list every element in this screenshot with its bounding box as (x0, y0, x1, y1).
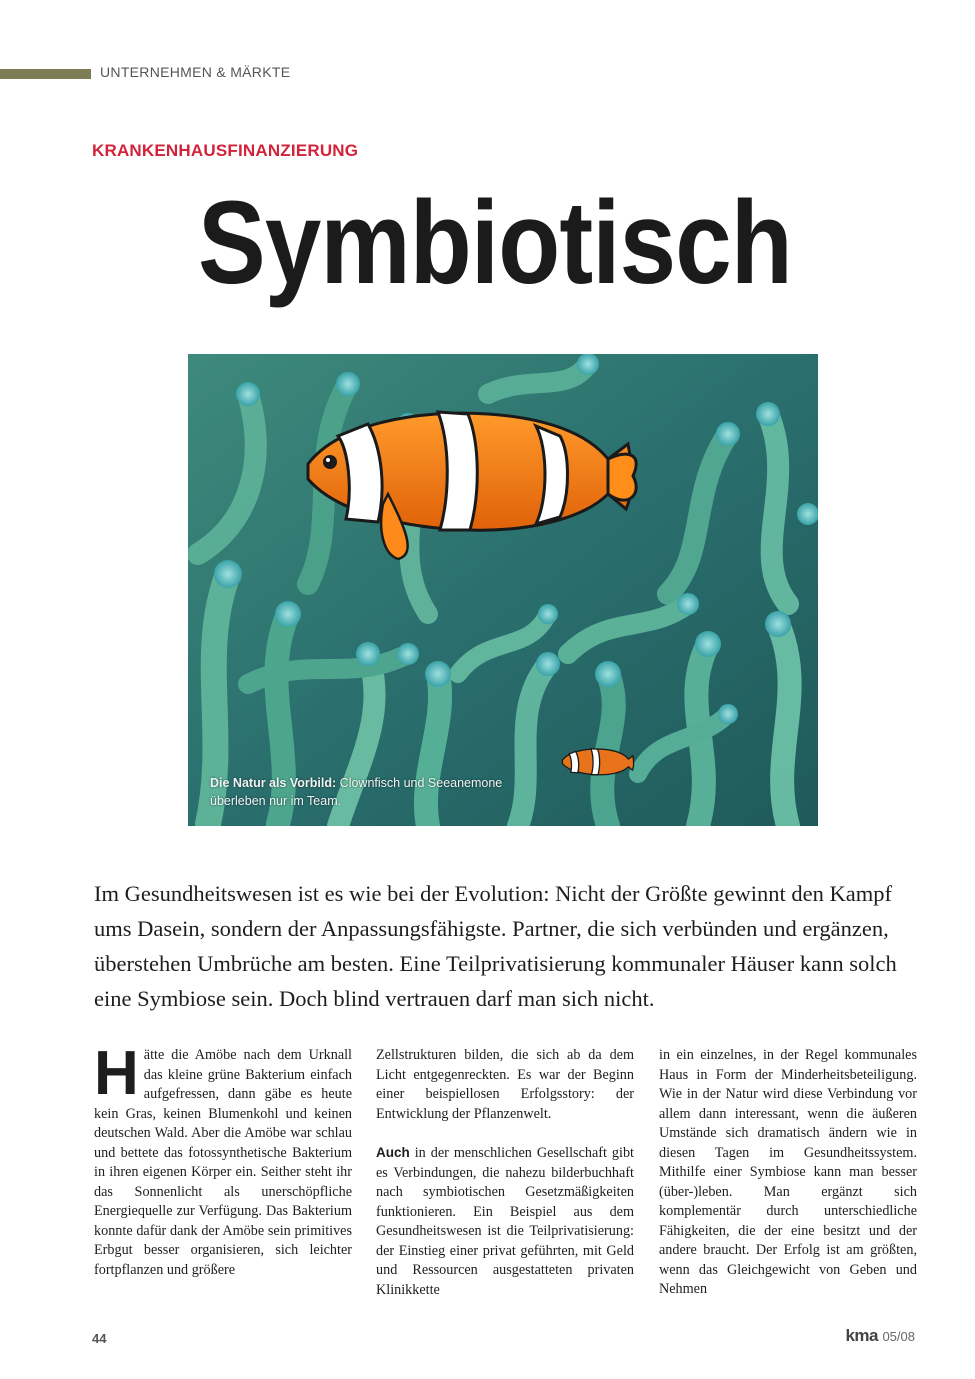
page-number: 44 (92, 1331, 107, 1346)
article-kicker: KRANKENHAUSFINANZIERUNG (92, 141, 359, 160)
section-accent-bar (0, 69, 91, 79)
body-text: in der menschlichen Gesellschaft gibt es Verbindungen, die nahezu bilderbuchhaft nach symbiotischen Gesetzmäßigkeiten funktionieren. Ein Beispiel aus dem Gesundheitswesen ist die Teilprivatisierung: der Einstieg einer privat geführten, mit Geld und Ressourcen ausgestatteten privaten Klinikkette (376, 1145, 634, 1298)
body-column-2 (376, 1046, 634, 1300)
section-label: UNTERNEHMEN & MÄRKTE (100, 64, 291, 80)
magazine-logo: kma (845, 1326, 878, 1345)
article-lead: Im Gesundheitswesen ist es wie bei der Evolution: Nicht der Größte gewinnt den Kampf ums Dasein, sondern der Anpassungsfähigste. Partner, die sich verbünden und ergänzen, überstehen Umbrüche am besten. Eine Teilprivatisierung kommunaler Häuser kann solch eine Symbiose sein. Doch blind vertrauen darf man sich nicht. (94, 881, 897, 1011)
clownfish-anemone-image (188, 354, 818, 826)
photo-caption (210, 774, 510, 810)
paragraph-lead-in: Auch (376, 1145, 410, 1160)
issue-number: 05/08 (882, 1329, 915, 1344)
body-paragraph (376, 1143, 634, 1300)
body-text: ätte die Amöbe nach dem Urknall das kleine grüne Bakterium einfach aufgefressen, dann gäbe es heute kein Gras, keinen Blumenkohl und keinen deutschen Wald. Aber die Amöbe war schlau und bettete das fotossynthetische Bakterium in ihren eigenen Körper ein. Seither steht ihr das Sonnenlicht als unerschöpfliche Energiequelle zur Verfügung. Das Bakterium konnte dafür dank der Amöbe sein primitives Erbgut besser organisieren, sich leichter fortpflanzen und größere (94, 1047, 352, 1278)
article-headline: Symbiotisch (198, 177, 792, 309)
body-paragraph: Zellstrukturen bilden, die sich ab da dem Licht entgegenreckten. Es war der Beginn einer beispiellosen Erfolgsstory: der Entwicklung der Pflanzenwelt. (376, 1047, 634, 1122)
article-photo (188, 354, 818, 826)
drop-cap: H (94, 1039, 139, 1108)
body-column-1 (94, 1039, 352, 1280)
body-column-3: in ein einzelnes, in der Regel kommunales Haus in Form der Minderheitsbeteiligung. Wie in der Natur wird diese Verbindung vor allem dann interessant, wenn die äußeren Umstände sich dramatisch ändern wie in diesen Tagen im Gesundheitssystem. Mithilfe einer Symbiose kann man besser (über-)leben. Man ergänzt sich komplementär durch unterschiedliche Fähigkeiten, die der eine besitzt und der andere braucht. Der Erfolg ist am größten, wenn das Gleichgewicht von Geben und Nehmen (659, 1047, 917, 1297)
caption-text: Clownfisch und Seeanemone überleben nur im Team. (210, 776, 503, 808)
magazine-footer (845, 1326, 915, 1346)
caption-lead: Die Natur als Vorbild: (210, 776, 337, 790)
